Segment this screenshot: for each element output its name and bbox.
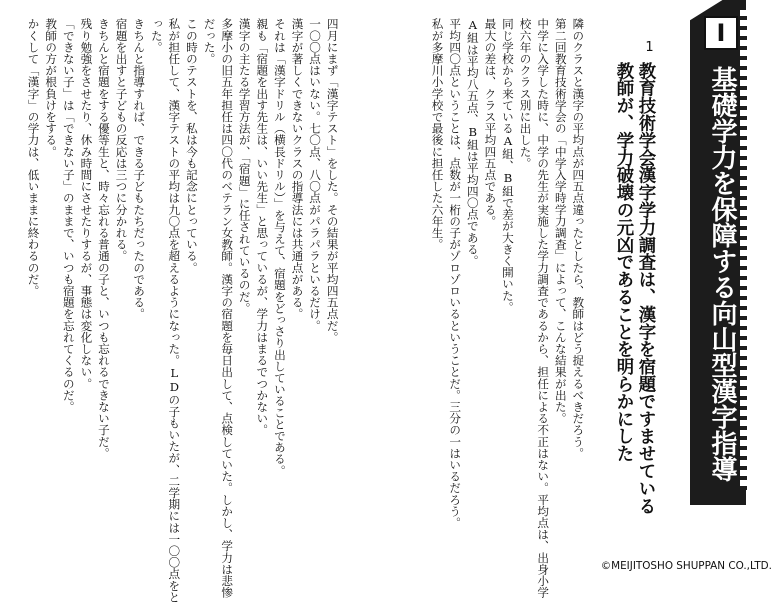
body-text-right-column <box>428 18 586 598</box>
body-line: 第二回教育技術学会の「中学入学時学力調査」によって、こんな結果が出た。 <box>553 18 568 424</box>
body-line: 四月にまず「漢字テスト」をした。その結果が平均四五点だ。 <box>325 18 340 343</box>
body-line: 校六年のクラス別に出した。 <box>518 18 533 169</box>
body-line: 同じ学校から来ているA組、B組で差が大きく開いた。 <box>500 18 515 313</box>
body-line: 中学に入学した時に、中学の先生が実施した学力調査であるから、担任による不正はない。平均点は、出身小学 <box>536 18 551 598</box>
chapter-title: 基礎学力を保障する向山型漢字指導 <box>707 66 737 482</box>
section-number: 1 <box>642 40 657 55</box>
body-line: それは「漢字ドリル（横長ドリル）」を与えて、宿題をどっさり出していることである。 <box>272 18 287 477</box>
section-heading-line: 教師が、学力破壊の元凶であることを明らかにした <box>613 62 633 463</box>
body-line: 「できない子」は「できない子」のままで、いつも宿題を忘れてくるのだ。 <box>61 18 76 413</box>
body-line: 漢字の主たる学習方法が、「宿題」に任されているのだ。 <box>237 18 252 314</box>
body-line: 宿題を出すと子どもの反応は三つに分かれる。 <box>114 18 129 262</box>
body-text-left-column <box>24 18 341 603</box>
chapter-number-badge: I <box>704 16 738 50</box>
body-line: 多摩小の旧五年担任は四〇代のベテラン女教師。漢字の宿題を毎日出して、点検していた。しかし、学力は悲惨 <box>220 18 235 598</box>
body-line: 教師の方が根負けをする。 <box>44 18 59 158</box>
body-line: 一〇〇点はいない。七〇点、八〇点がパラパラといるだけ。 <box>308 18 323 332</box>
body-line: かくして「漢字」の学力は、低いままに終わるのだ。 <box>26 18 41 297</box>
body-line: 残り勉強をさせたり、休み時間にさせたりするが、事態は変化しない。 <box>79 18 94 390</box>
section-heading <box>612 62 656 514</box>
copyright-notice: ©MEIJITOSHO SHUPPAN CO.,LTD. <box>600 560 772 572</box>
body-line: この時のテストを、私は今も記念にとっている。 <box>184 18 199 274</box>
body-line: だった。 <box>202 18 217 65</box>
body-line: きちんと宿題をする優等生と、時々忘れる普通の子と、いつも忘れるできない子だ。 <box>96 18 111 459</box>
body-line: 親も「宿題を出す先生は、いい先生」と思っているが、学力はまるでつかない。 <box>255 18 270 436</box>
body-line: 私が多摩川小学校で最後に担任した六年生。 <box>430 18 445 250</box>
body-line: 漢字が著しくできないクラスの指導法には共通点がある。 <box>290 18 305 320</box>
body-line: 隣のクラスと漢字の平均点が四五点違ったとしたら、教師はどう捉えるべきだろう。 <box>571 18 586 459</box>
body-line: A組は平均八五点、B組は平均四〇点である。 <box>465 18 480 267</box>
body-line: った。 <box>149 18 164 53</box>
body-line: きちんと指導すれば、できる子どもたちだったのである。 <box>132 18 147 320</box>
body-line: 最大の差は、クラス平均四五点である。 <box>483 18 498 227</box>
body-line: 私が担任して、漢字テストの平均は九〇点を超えるようになった。LDの子もいたが、二学期には一〇〇点をと <box>167 18 182 603</box>
body-line: 平均四〇点ということは、点数が一桁の子がゾロゾロいるということだ。三分の一はいるだろう。 <box>448 18 463 529</box>
section-heading-line: 教育技術学会漢字学力調査は、漢字を宿題ですませている <box>635 62 655 515</box>
